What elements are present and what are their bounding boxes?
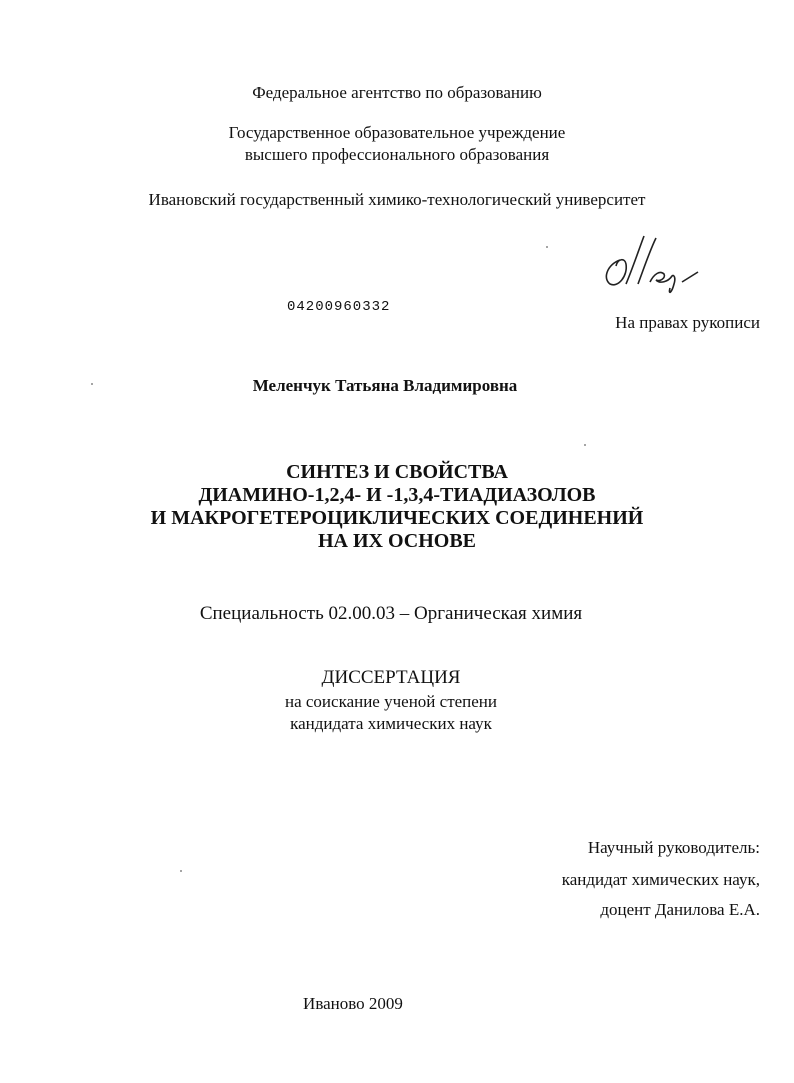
title-line-4: НА ИХ ОСНОВЕ bbox=[317, 530, 477, 552]
scan-speck bbox=[584, 444, 586, 446]
manuscript-note: На правах рукописи bbox=[615, 313, 760, 332]
institution-line-2: высшего профессионального образования bbox=[244, 145, 550, 164]
supervisor-name: доцент Данилова Е.А. bbox=[600, 900, 760, 919]
title-line-2: ДИАМИНО-1,2,4- И -1,3,4-ТИАДИАЗОЛОВ bbox=[198, 484, 596, 506]
supervisor-degree: кандидат химических наук, bbox=[561, 870, 760, 889]
dissertation-heading: ДИССЕРТАЦИЯ bbox=[321, 667, 461, 688]
dissertation-line-2: кандидата химических наук bbox=[290, 714, 492, 733]
university-name: Ивановский государственный химико-технологический университет bbox=[148, 190, 646, 209]
title-line-1: СИНТЕЗ И СВОЙСТВА bbox=[286, 461, 508, 483]
specialty: Специальность 02.00.03 – Органическая химия bbox=[199, 603, 583, 624]
institution-line-1: Государственное образовательное учреждение bbox=[228, 123, 566, 142]
scan-speck bbox=[546, 246, 548, 248]
title-line-3: И МАКРОГЕТЕРОЦИКЛИЧЕСКИХ СОЕДИНЕНИЙ bbox=[150, 507, 644, 529]
scan-speck bbox=[91, 383, 93, 385]
supervisor-label: Научный руководитель: bbox=[587, 838, 760, 857]
dissertation-line-1: на соискание ученой степени bbox=[284, 692, 498, 711]
city-year: Иваново 2009 bbox=[303, 994, 403, 1013]
agency-name: Федеральное агентство по образованию bbox=[252, 83, 542, 102]
scan-speck bbox=[180, 870, 182, 872]
signature-image bbox=[598, 230, 708, 300]
catalog-number: 04200960332 bbox=[287, 299, 391, 315]
author-name: Меленчук Татьяна Владимировна bbox=[252, 376, 518, 395]
